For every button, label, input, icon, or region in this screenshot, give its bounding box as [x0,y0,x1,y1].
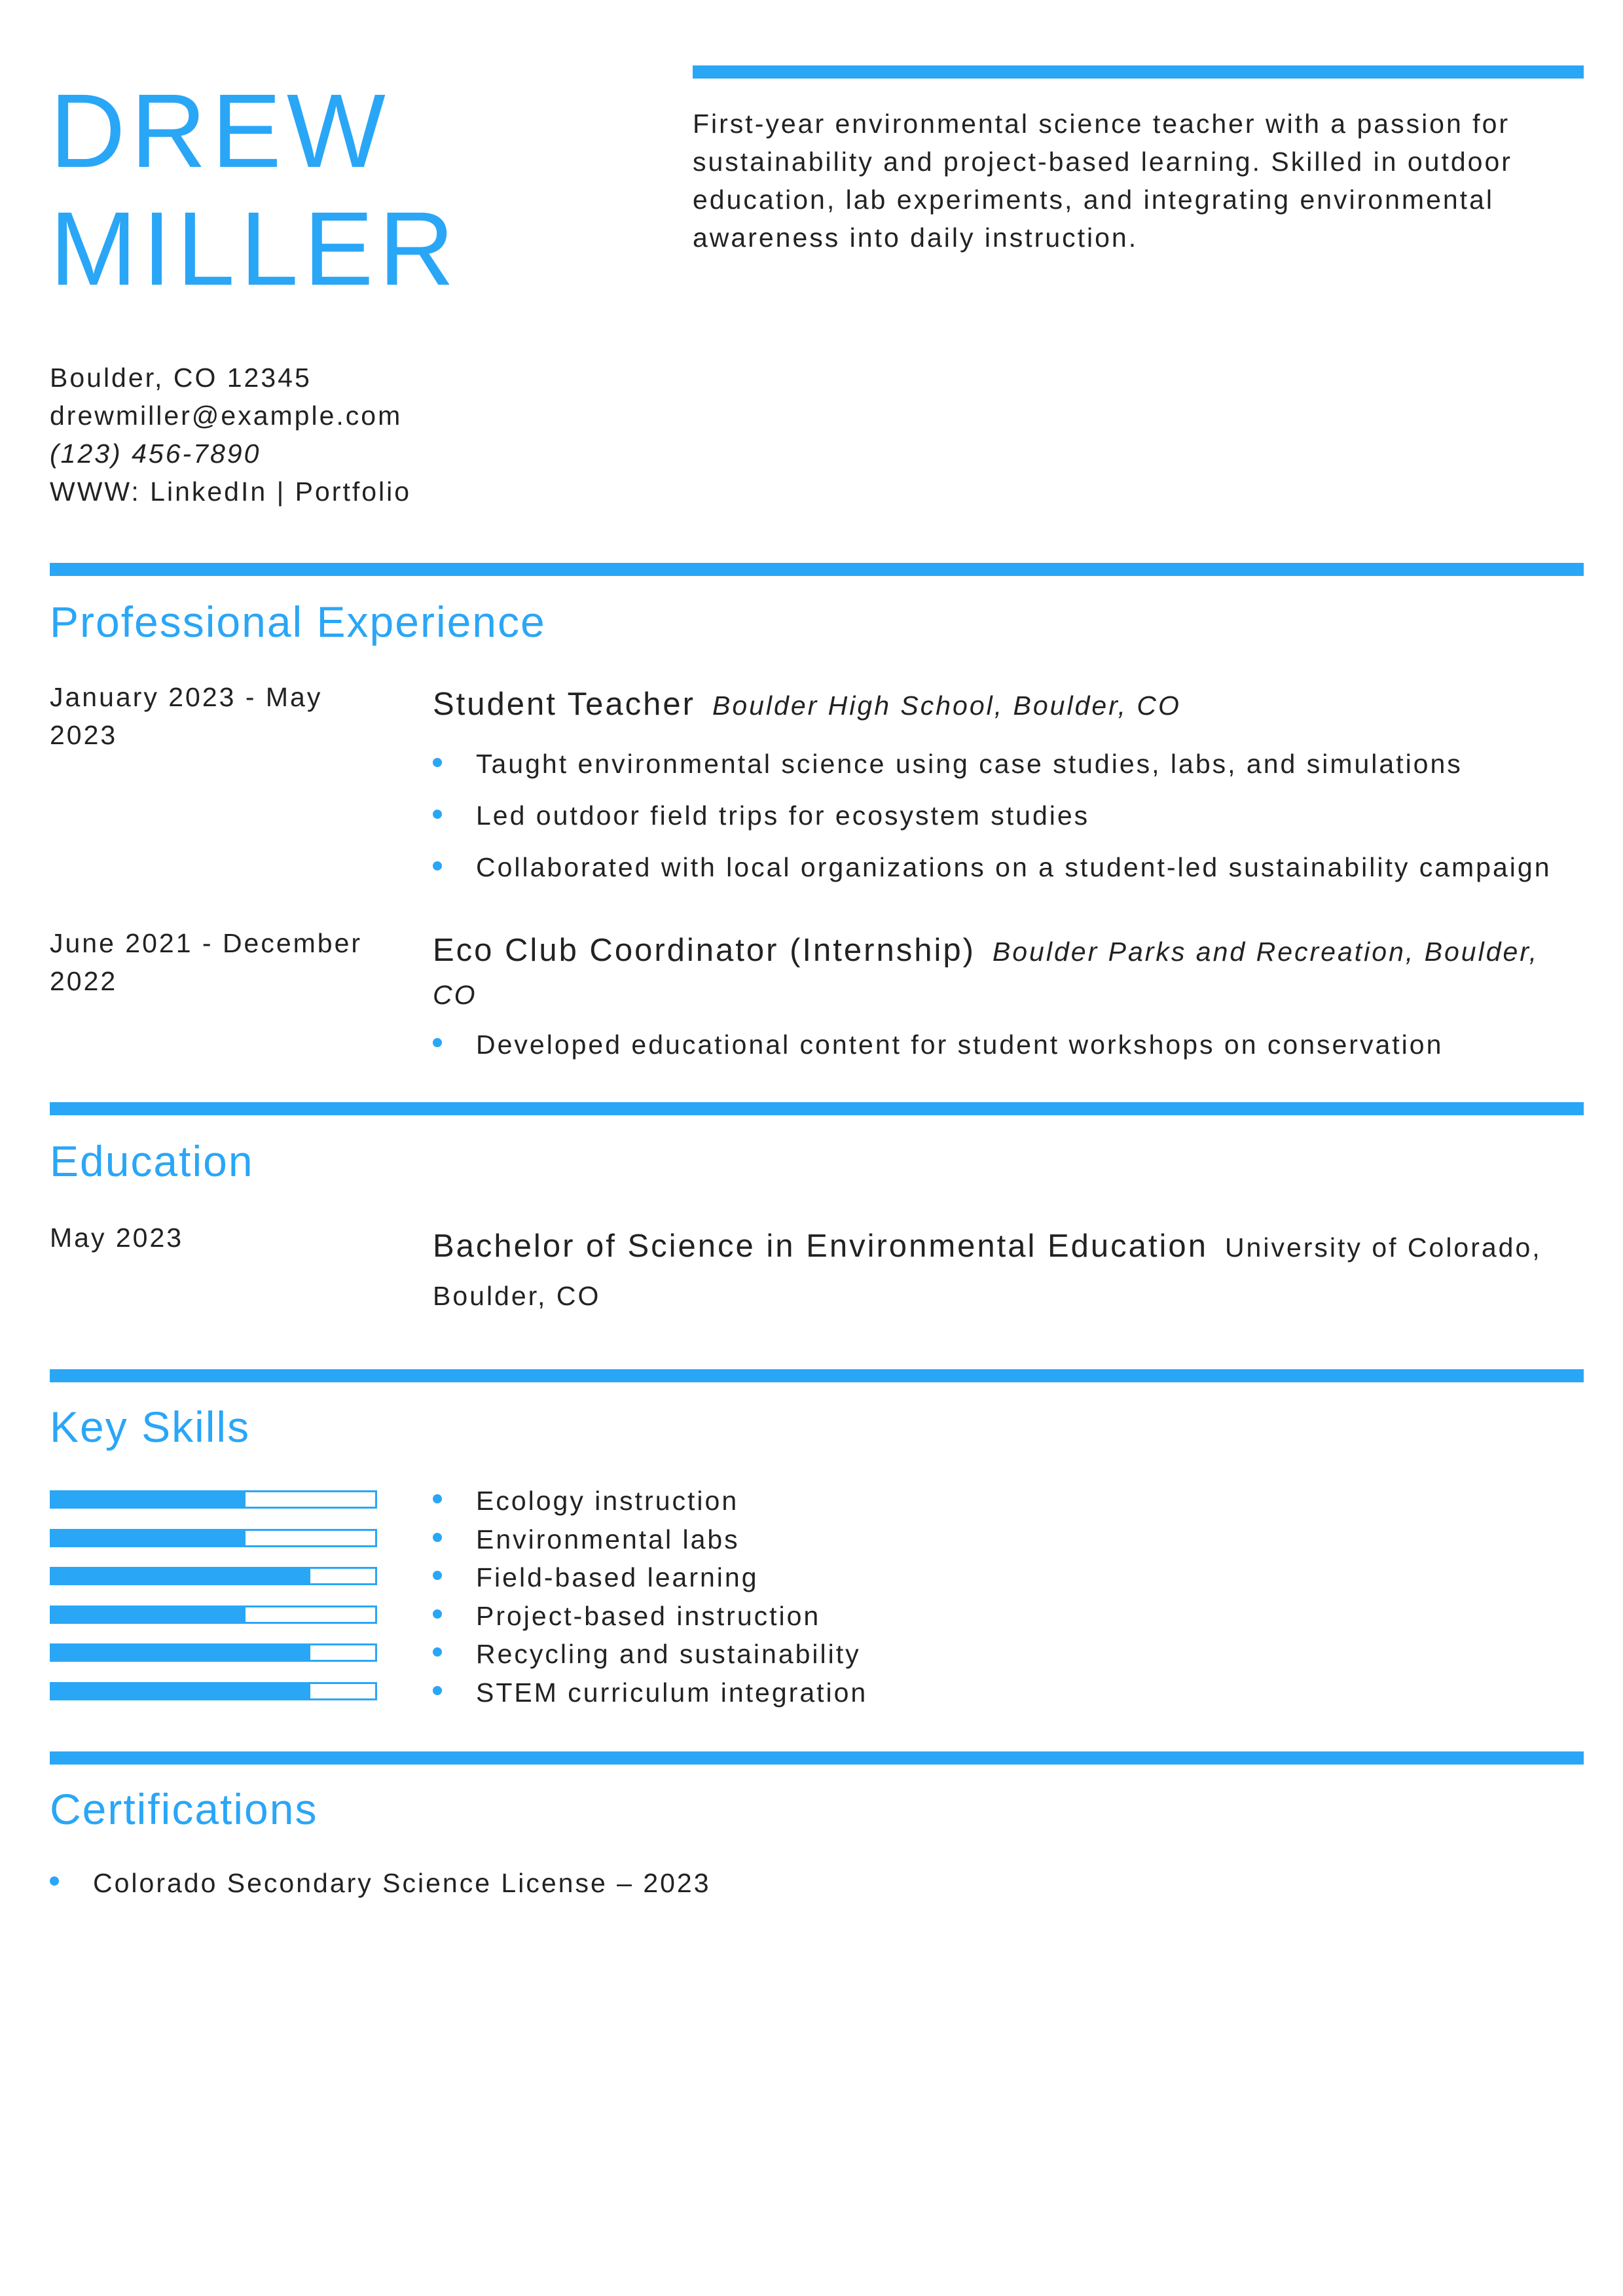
experience-title: Professional Experience [50,598,546,646]
list-item: Project-based instruction [433,1597,867,1636]
phone: (123) 456-7890 [50,439,261,469]
education-date: May 2023 [50,1223,184,1253]
web-links [50,473,411,511]
contact-block [50,359,411,511]
education-title: Education [50,1137,254,1185]
summary: First-year environmental science teacher with a passion for sustainability and project-based learning. Skilled in outdoor education, lab experiments, and integrating environmental awareness into daily instruction. [693,109,1512,253]
skill-level-fill [52,1645,310,1660]
job-2-heading [433,929,1585,1016]
www-label: WWW: [50,476,141,507]
link-separator: | [276,476,286,507]
skill-level-bar [50,1490,377,1509]
certifications-list [50,1864,711,1902]
first-name: DREW [50,72,391,189]
skills-title: Key Skills [50,1403,251,1451]
linkedin-link[interactable]: LinkedIn [150,476,268,507]
candidate-name [50,72,460,308]
job-1-org: Boulder High School, Boulder, CO [712,691,1181,721]
certifications-divider [50,1751,1584,1765]
list-item: Environmental labs [433,1520,867,1559]
job-1-dates: January 2023 - May 2023 [50,682,323,750]
skill-level-fill [52,1684,310,1698]
job-2-bullets [433,1024,1443,1066]
school: University of Colorado, Boulder, CO [433,1232,1542,1311]
location: Boulder, CO 12345 [50,363,312,393]
list-item: Recycling and sustainability [433,1635,867,1674]
job-2-role: Eco Club Coordinator (Internship) [433,933,976,968]
email[interactable]: drewmiller@example.com [50,401,403,431]
skill-level-fill [52,1492,246,1507]
header-divider [693,65,1584,79]
skill-level-fill [52,1607,246,1622]
list-item: Ecology instruction [433,1482,867,1520]
list-item: Led outdoor field trips for ecosystem studies [433,790,1552,842]
skill-level-bar [50,1567,377,1585]
list-item: Field-based learning [433,1558,867,1597]
job-1-heading [433,683,1585,726]
skill-level-bar [50,1682,377,1700]
degree: Bachelor of Science in Environmental Education [433,1229,1208,1264]
job-1-bullets [433,738,1552,893]
job-2-dates: June 2021 - December 2022 [50,928,363,996]
job-1-role: Student Teacher [433,687,695,722]
list-item: STEM curriculum integration [433,1674,867,1712]
list-item: Collaborated with local organizations on a student-led sustainability campaign [433,842,1552,893]
portfolio-link[interactable]: Portfolio [295,476,412,507]
experience-divider [50,563,1584,576]
skill-level-fill [52,1569,310,1583]
skill-level-bar [50,1643,377,1662]
skills-list [433,1482,867,1712]
skill-level-bar [50,1529,377,1547]
skills-divider [50,1369,1584,1382]
job-2-org: Boulder Parks and Recreation, Boulder, CO [433,937,1539,1010]
last-name: MILLER [50,190,460,307]
list-item: Colorado Secondary Science License – 2023 [50,1864,711,1902]
list-item: Developed educational content for student workshops on conservation [433,1024,1443,1066]
list-item: Taught environmental science using case studies, labs, and simulations [433,738,1552,790]
skill-level-fill [52,1531,246,1545]
education-divider [50,1102,1584,1115]
skill-level-bar [50,1605,377,1624]
education-heading [433,1223,1598,1319]
certifications-title: Certifications [50,1785,318,1833]
